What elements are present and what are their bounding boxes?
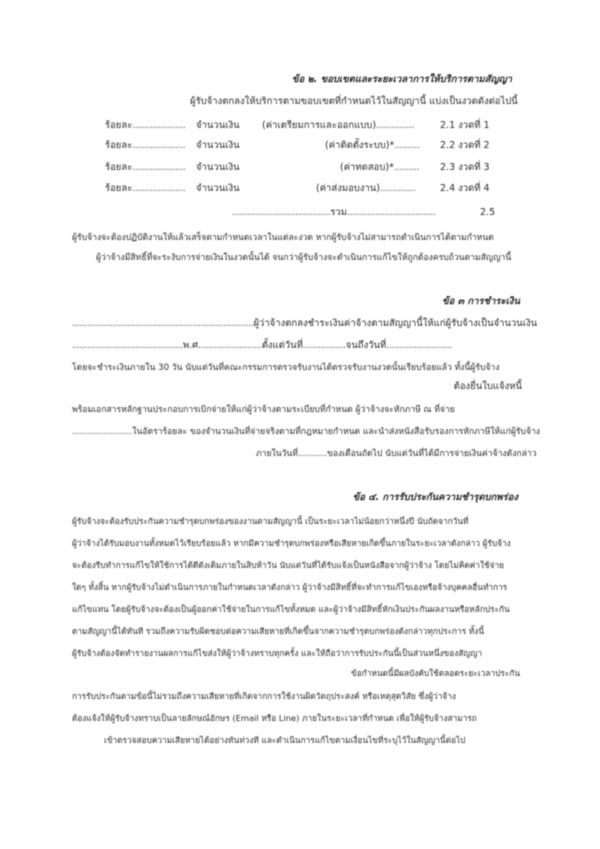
section-3-line: ............................................พ.ศ.........................ตั้งแต่วันที่.................จนถึงวันที่..........................	[72, 340, 452, 351]
section-4-paragraph: ผู้รับจ้างต้องจัดทำรายงานผลการแก้ไขส่งให้ผู้ว่าจ้างทราบทุกครั้ง และให้ถือว่าการรับประกันนี้เป็นส่วนหนึ่งของสัญญา	[72, 648, 483, 658]
section-3-paragraph-end: ต้องยื่นใบแจ้งหนี้	[453, 381, 522, 392]
section-4-paragraph: แก้ไขแทน โดยผู้รับจ้างจะต้องเป็นผู้ออกค่าใช้จ่ายในการแก้ไขทั้งหมด และผู้ว่าจ้างมีสิทธิ์หักเงินประกันผลงานหรือหลักประกัน	[72, 604, 510, 614]
section-2-heading: ข้อ ๒. ขอบเขตและระยะเวลาการให้บริการตามสัญญา	[292, 74, 512, 85]
section-3-paragraph: ภายในวันที่.............ของเดือนถัดไป นับแต่วันที่ได้มีการจ่ายเงินค่าจ้างดังกล่าว	[256, 449, 537, 459]
section-4-paragraph: ต้องแจ้งให้ผู้รับจ้างทราบเป็นลายลักษณ์อักษร (Email หรือ Line) ภายในระยะเวลาที่กำหนด เพื่อให้ผู้รับจ้างสามารถ	[72, 713, 477, 723]
section-2-paragraph: ผู้ว่าจ้างมีสิทธิ์ที่จะระงับการจ่ายเงินในงวดนั้นได้ จนกว่าผู้รับจ้างจะดำเนินการแก้ไขให้ถูกต้องครบถ้วนตามสัญญานี้	[96, 253, 512, 263]
section-2-paragraph: ผู้รับจ้างจะต้องปฏิบัติงานให้แล้วเสร็จตามกำหนดเวลาในแต่ละงวด หากผู้รับจ้างไม่สามารถดำเนินการได้ตามกำหนด	[72, 233, 494, 243]
section-4-paragraph: ใดๆ ทั้งสิ้น หากผู้รับจ้างไม่ดำเนินการภายในกำหนดเวลาดังกล่าว ผู้ว่าจ้างมีสิทธิ์ที่จะทำการแก้ไขเองหรือจ้างบุคคลอื่นทำการ	[72, 582, 508, 592]
section-4-paragraph: จะต้องรีบทำการแก้ไขให้ใช้การได้ดีดังเดิมภายในสิบห้าวัน นับแต่วันที่ได้รับแจ้งเป็นหนังสือจากผู้ว่าจ้าง โดยไม่คิดค่าใช้จ่าย	[72, 560, 505, 570]
section-3-heading: ข้อ ๓ การชำระเงิน	[442, 296, 520, 307]
section-4-heading: ข้อ ๔. การรับประกันความชำรุดบกพร่อง	[352, 492, 518, 503]
section-2-intro: ผู้รับจ้างตกลงให้บริการตามขอบเขตที่กำหนดไว้ในสัญญานี้ แบ่งเป็นงวดดังต่อไปนี้	[190, 96, 518, 107]
section-4-paragraph: เข้าตรวจสอบความเสียหายได้อย่างทันท่วงที และดำเนินการแก้ไขตามเงื่อนไขที่ระบุไว้ในสัญญานี้ต่อไป	[104, 735, 466, 745]
section-3-line: ........................................................................ผู้ว่าจ้างตกลงชำระเงินค่าจ้างตามสัญญานี้ให้แก่ผู้รับจ้างเป็นจำนวนเงิน	[72, 318, 538, 329]
section-4-paragraph-end: ข้อกำหนดนี้มีผลบังคับใช้ตลอดระยะเวลาประกัน	[351, 668, 520, 678]
section-4-paragraph: ผู้ว่าจ้างได้รับมอบงานทั้งหมดไว้เรียบร้อยแล้ว หากมีความชำรุดบกพร่องหรือเสียหายเกิดขึ้นภายในระยะเวลาดังกล่าว ผู้รับจ้าง	[72, 538, 511, 548]
section-4-paragraph: ตามสัญญานี้ได้ทันที รวมถึงความรับผิดชอบต่อความเสียหายที่เกิดขึ้นจากความชำรุดบกพร่องดังกล่าวทุกประการ ทั้งนี้	[72, 626, 484, 636]
section-4-paragraph: ผู้รับจ้างจะต้องรับประกันความชำรุดบกพร่องของงานตามสัญญานี้ เป็นระยะเวลาไม่น้อยกว่าหนึ่งปี นับถัดจากวันที่	[72, 516, 469, 526]
section-3-paragraph: ...........................ในอัตราร้อยละ ของจำนวนเงินที่จ่ายจริงตามที่กฎหมายกำหนด และนำส่งหนังสือรับรองการหักภาษีให้แก่ผู้รับจ้าง	[72, 427, 541, 437]
section-4-paragraph: การรับประกันตามข้อนี้ไม่รวมถึงความเสียหายที่เกิดจากการใช้งานผิดวัตถุประสงค์ หรือเหตุสุดวิสัย ซึ่งผู้ว่าจ้าง	[72, 691, 456, 701]
document-page: ข้อ ๒. ขอบเขตและระยะเวลาการให้บริการตามสัญญา ผู้รับจ้างตกลงให้บริการตามขอบเขตที่กำหนดไว้ในสัญญานี้ แบ่งเป็นงวดดังต่อไปนี้ ร้อยละ..................... จำนวนเงิน (ค่าเตรียมการและออกแบบ)............... 2.1 งวดที่ 1 ร้อยละ..................... จำนวนเงิน (ค่าติดตั้งระบบ)*.......... 2.2 งวดที่ 2 ร้อยละ..................... จำนวนเงิน (ค่าทดสอบ)*.......... 2.3 งวดที่ 3 ร้อยละ..................... จำนวนเงิน (ค่าส่งมอบงาน).............. 2.4 งวดที่ 4 .......................................รวม................................... 2.5 ผู้รับจ้างจะต้องปฏิบัติงานให้แล้วเสร็จตามกำหนดเวลาในแต่ละงวด หากผู้รับจ้างไม่สามารถดำเนินการได้ตามกำหนด ผู้ว่าจ้างมีสิทธิ์ที่จะระงับการจ่ายเงินในงวดนั้นได้ จนกว่าผู้รับจ้างจะดำเนินการแก้ไขให้ถูกต้องครบถ้วนตามสัญญานี้ ข้อ ๓ การชำระเงิน ........................................................................ผู้ว่าจ้างตกลงชำระเงินค่าจ้างตามสัญญานี้ให้แก่ผู้รับจ้างเป็นจำนวนเงิน ............................................พ.ศ.........................ตั้งแต่วันที่.................จนถึงวันที่.......................... โดยจะชำระเงินภายใน 30 วัน นับแต่วันที่คณะกรรมการตรวจรับงานได้ตรวจรับงานงวดนั้นเรียบร้อยแล้ว ทั้งนี้ผู้รับจ้าง ต้องยื่นใบแจ้งหนี้ พร้อมเอกสารหลักฐานประกอบการเบิกจ่ายให้แก่ผู้ว่าจ้างตามระเบียบที่กำหนด ผู้ว่าจ้างจะหักภาษี ณ ที่จ่าย ...........................ในอัตราร้อยละ ของจำนวนเงินที่จ่ายจริงตามที่กฎหมายกำหนด และนำส่งหนังสือรับรองการหักภาษีให้แก่ผู้รับจ้าง ภายในวันที่.............ของเดือนถัดไป นับแต่วันที่ได้มีการจ่ายเงินค่าจ้างดังกล่าว ข้อ ๔. การรับประกันความชำรุดบกพร่อง ผู้รับจ้างจะต้องรับประกันความชำรุดบกพร่องของงานตามสัญญานี้ เป็นระยะเวลาไม่น้อยกว่าหนึ่งปี นับถัดจากวันที่ ผู้ว่าจ้างได้รับมอบงานทั้งหมดไว้เรียบร้อยแล้ว หากมีความชำรุดบกพร่องหรือเสียหายเกิดขึ้นภายในระยะเวลาดังกล่าว ผู้รับจ้าง จะต้องรีบทำการแก้ไขให้ใช้การได้ดีดังเดิมภายในสิบห้าวัน นับแต่วันที่ได้รับแจ้งเป็นหนังสือจากผู้ว่าจ้าง โดยไม่คิดค่าใช้จ่าย ใดๆ ทั้งสิ้น หากผู้รับจ้างไม่ดำเนินการภายในกำหนดเวลาดังกล่าว ผู้ว่าจ้างมีสิทธิ์ที่จะทำการแก้ไขเองหรือจ้างบุคคลอื่นทำการ แก้ไขแทน โดยผู้รับจ้างจะต้องเป็นผู้ออกค่าใช้จ่ายในการแก้ไขทั้งหมด และผู้ว่าจ้างมีสิทธิ์หักเงินประกันผลงานหรือหลักประกัน ตามสัญญานี้ได้ทันที รวมถึงความรับผิดชอบต่อความเสียหายที่เกิดขึ้นจากความชำรุดบกพร่องดังกล่าวทุกประการ ทั้งนี้ ผู้รับจ้างต้องจัดทำรายงานผลการแก้ไขส่งให้ผู้ว่าจ้างทราบทุกครั้ง และให้ถือว่าการรับประกันนี้เป็นส่วนหนึ่งของสัญญา ข้อกำหนดนี้มีผลบังคับใช้ตลอดระยะเวลาประกัน การรับประกันตามข้อนี้ไม่รวมถึงความเสียหายที่เกิดจากการใช้งานผิดวัตถุประสงค์ หรือเหตุสุดวิสัย ซึ่งผู้ว่าจ้าง ต้องแจ้งให้ผู้รับจ้างทราบเป็นลายลักษณ์อักษร (Email หรือ Line) ภายในระยะเวลาที่กำหนด เพื่อให้ผู้รับจ้างสามารถ เข้าตรวจสอบความเสียหายได้อย่างทันท่วงที และดำเนินการแก้ไขตามเงื่อนไขที่ระบุไว้ในสัญญานี้ต่อไป	[72, 74, 541, 745]
section-3-paragraph: โดยจะชำระเงินภายใน 30 วัน นับแต่วันที่คณะกรรมการตรวจรับงานได้ตรวจรับงานงวดนั้นเรียบร้อยแล้ว ทั้งนี้ผู้รับจ้าง	[72, 363, 500, 373]
section-3-paragraph: พร้อมเอกสารหลักฐานประกอบการเบิกจ่ายให้แก่ผู้ว่าจ้างตามระเบียบที่กำหนด ผู้ว่าจ้างจะหักภาษี ณ ที่จ่าย	[72, 405, 455, 415]
